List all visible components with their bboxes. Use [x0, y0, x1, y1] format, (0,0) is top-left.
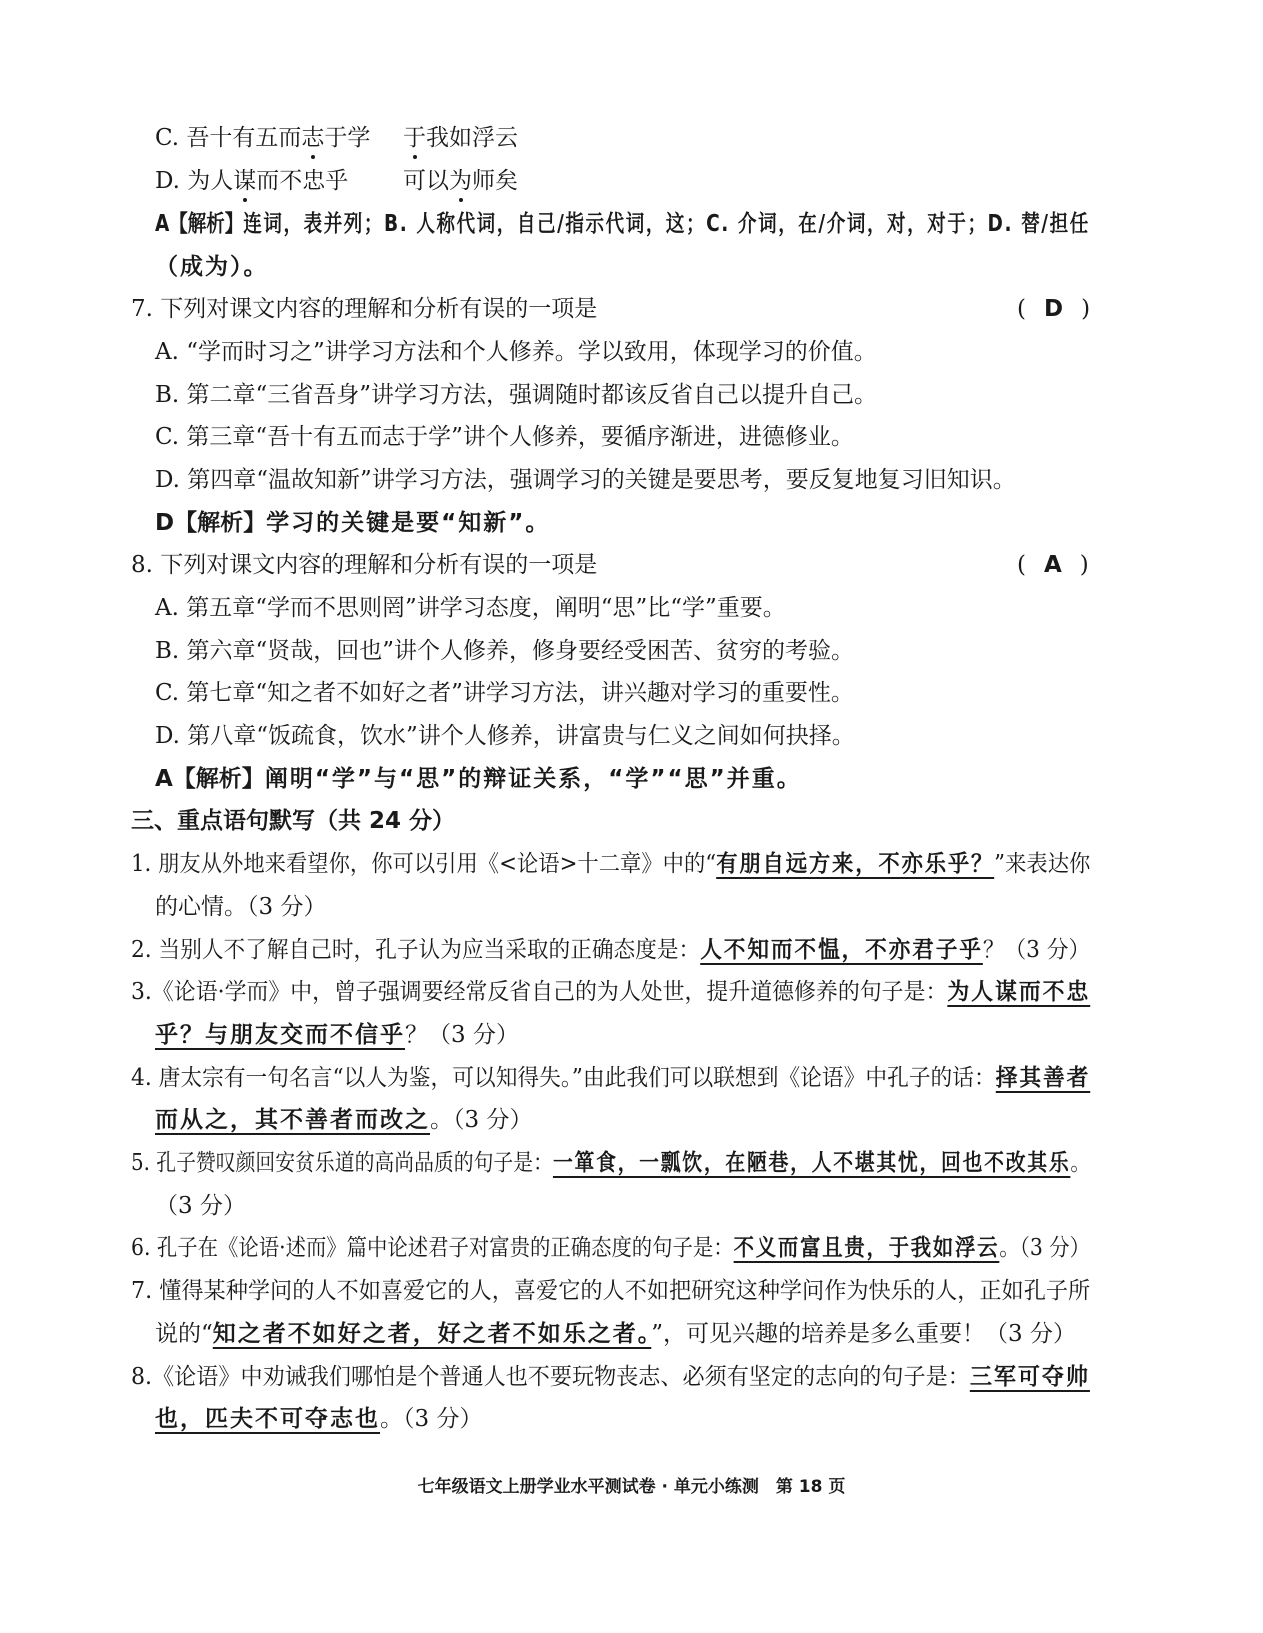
q8-option-b: B. 第六章“贤哉，回也”讲个人修养，修身要经受困苦、贫穷的考验。	[155, 638, 855, 664]
s6-line: 6. 孔子在《论语·述而》篇中论述君子对富贵的正确态度的句子是：不义而富且贵，于我如浮云。（3 分）	[131, 1235, 1091, 1261]
dotted-char: 谋	[233, 168, 257, 194]
answer-text: 一箪食，一瓢饮，在陋巷，人不堪其忧，回也不改其乐	[552, 1150, 1071, 1176]
s3-line2: 乎？与朋友交而不信乎？（3 分）	[155, 1022, 519, 1048]
s5-line1: 5. 孔子赞叹颜回安贫乐道的高尚品质的句子是：一箪食，一瓢饮，在陋巷，人不堪其忧，回也不改其乐。	[131, 1150, 1091, 1176]
s4-line1: 4. 唐太宗有一句名言“以人为鉴，可以知得失。”由此我们可以联想到《论语》中孔子的话：择其善者	[131, 1065, 1091, 1091]
q8-stem: 8. 下列对课文内容的理解和分析有误的一项是	[131, 552, 598, 578]
s2-line: 2. 当别人不了解自己时，孔子认为应当采取的正确态度是：人不知而不愠，不亦君子乎？（3 分）	[131, 937, 1091, 963]
q8-option-c: C. 第七章“知之者不如好之者”讲学习方法，讲兴趣对学习的重要性。	[155, 680, 854, 706]
s1-line1: 1. 朋友从外地来看望你，你可以引用《<论语>十二章》中的“有朋自远方来，不亦乐乎？”来表达你	[131, 851, 1091, 877]
s5-line2: （3 分）	[155, 1193, 246, 1219]
analysis-tag: A【解析】	[155, 211, 244, 237]
answer-text: 有朋自远方来，不亦乐乎？	[716, 851, 995, 877]
answer-text: 不义而富且贵，于我如浮云	[733, 1235, 1000, 1261]
q8-answer: A	[1043, 552, 1062, 578]
dotted-char: 志	[301, 125, 325, 151]
q8-option-a: A. 第五章“学而不思则罔”讲学习态度，阐明“思”比“学”重要。	[155, 595, 786, 621]
q7-analysis: D【解析】学习的关键是要“知新”。	[155, 510, 551, 536]
q7-option-d: D. 第四章“温故知新”讲学习方法，强调学习的关键是要思考，要反复地复习旧知识。	[155, 467, 1016, 493]
answer-text: 为人谋而不忠	[947, 979, 1091, 1005]
s7-line1: 7. 懂得某种学问的人不如喜爱它的人，喜爱它的人不如把研究这种学问作为快乐的人，正如孔子所	[131, 1278, 1091, 1304]
answer-text: 人不知而不愠，不亦君子乎	[700, 937, 983, 963]
dotted-char: 为	[449, 168, 472, 194]
q8-answer-box: ( A )	[1017, 552, 1089, 578]
answer-text: 也，匹夫不可夺志也	[155, 1406, 380, 1432]
s8-line2: 也，匹夫不可夺志也。（3 分）	[155, 1406, 483, 1432]
q7-option-a: A. “学而时习之”讲学习方法和个人修养。学以致用，体现学习的价值。	[155, 339, 877, 365]
q8-option-d: D. 第八章“饭疏食，饮水”讲个人修养，讲富贵与仁义之间如何抉择。	[155, 723, 855, 749]
answer-text: 知之者不如好之者，好之者不如乐之者。	[212, 1321, 652, 1347]
q6-analysis-line2: （成为）。	[155, 254, 269, 280]
s8-line1: 8.《论语》中劝诫我们哪怕是个普通人也不要玩物丧志、必须有坚定的志向的句子是：三军可夺帅	[131, 1364, 1090, 1390]
option-d-second: 可以为师矣	[403, 168, 518, 194]
s3-line1: 3.《论语·学而》中，曾子强调要经常反省自己的为人处世，提升道德修养的句子是：为人谋而不忠	[131, 979, 1091, 1005]
s7-line2: 说的“知之者不如好之者，好之者不如乐之者。”，可见兴趣的培养是多么重要！（3 分）	[155, 1321, 1076, 1347]
q6-analysis-line1	[155, 209, 1090, 239]
section-title: 三、重点语句默写（共 24 分）	[131, 808, 456, 834]
q7-answer: D	[1043, 296, 1064, 322]
page-footer: 七年级语文上册学业水平测试卷 · 单元小练测 第 18 页	[417, 1477, 846, 1497]
answer-text: 而从之，其不善者而改之	[155, 1107, 430, 1133]
option-c-second: 于我如浮云	[403, 125, 518, 151]
q8-analysis: A【解析】阐明“学”与“思”的辩证关系，“学”“思”并重。	[155, 766, 802, 792]
q7-option-b: B. 第二章“三省吾身”讲学习方法，强调随时都该反省自己以提升自己。	[155, 382, 878, 408]
analysis-text: 连词，表并列；B. 人称代词，自己/指示代词，这；C. 介词，在/介词，对，对于；D. 替/担任	[243, 211, 1090, 237]
q7-stem: 7. 下列对课文内容的理解和分析有误的一项是	[131, 296, 598, 322]
answer-text: 择其善者	[995, 1065, 1091, 1091]
option-c-row: C. 吾十有五而志于学	[155, 125, 371, 151]
q7-answer-box: ( D )	[1017, 296, 1091, 322]
option-d-row: D. 为人谋而不忠乎	[155, 168, 349, 194]
answer-text: 乎？与朋友交而不信乎	[155, 1022, 405, 1048]
s1-line2: 的心情。（3 分）	[155, 894, 327, 920]
s4-line2: 而从之，其不善者而改之。（3 分）	[155, 1107, 533, 1133]
q7-option-c: C. 第三章“吾十有五而志于学”讲个人修养，要循序渐进，进德修业。	[155, 424, 854, 450]
dotted-char: 于	[403, 125, 426, 151]
answer-text: 三军可夺帅	[969, 1364, 1090, 1390]
